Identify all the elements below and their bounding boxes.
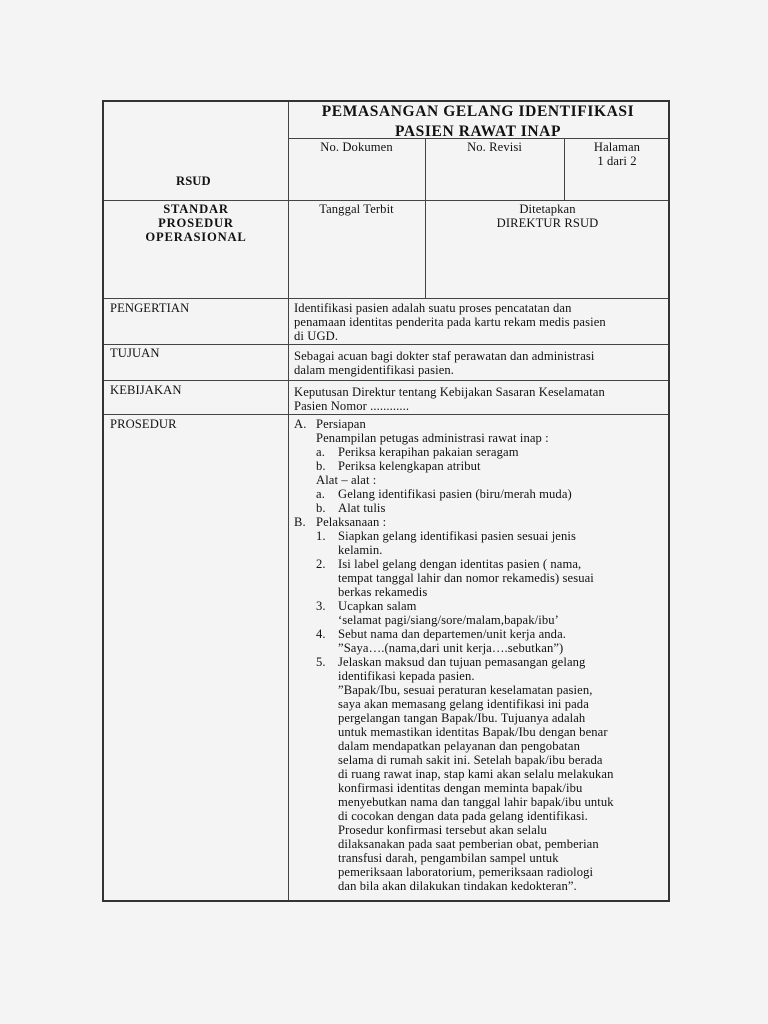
step-5-marker: 5. [316, 655, 326, 669]
step-4-line1: Sebut nama dan departemen/unit kerja anda. [338, 627, 567, 641]
row-divider-header [104, 200, 668, 201]
row-divider-spo [104, 298, 668, 299]
step-3-line2: ‘selamat pagi/siang/sore/malam,bapak/ibu’ [338, 613, 559, 627]
column-divider-ditetapkan [425, 200, 426, 298]
alat-item-a-marker: a. [316, 487, 325, 501]
kebijakan-label: KEBIJAKAN [110, 383, 182, 397]
step-2-line2: tempat tanggal lahir dan nomor rekamedis) sesuai [338, 571, 594, 585]
step-5-line3: ”Bapak/Ibu, sesuai peraturan keselamatan pasien, [338, 683, 593, 697]
step-2-marker: 2. [316, 557, 326, 571]
step-5-line10: konfirmasi identitas dengan meminta bapak/ibu [338, 781, 583, 795]
step-5-line16: pemeriksaan laboratorium, pemeriksaan radiologi [338, 865, 594, 879]
step-1-line1: Siapkan gelang identifikasi pasien sesuai jenis [338, 529, 576, 543]
step-2-line3: berkas rekamedis [338, 585, 428, 599]
pengertian-line3: di UGD. [294, 329, 339, 343]
no-dokumen-label: No. Dokumen [320, 140, 393, 154]
penampilan-text: Penampilan petugas administrasi rawat inap : [316, 431, 549, 445]
pelaksanaan-marker: B. [294, 515, 306, 529]
step-3-line1: Ucapkan salam [338, 599, 417, 613]
kebijakan-line2: Pasien Nomor ............ [294, 399, 410, 413]
persiapan-item-a-marker: a. [316, 445, 325, 459]
step-1-marker: 1. [316, 529, 326, 543]
step-4-line2: ”Saya….(nama,dari unit kerja….sebutkan”) [338, 641, 564, 655]
halaman-label: Halaman [593, 140, 641, 154]
persiapan-marker: A. [294, 417, 307, 431]
persiapan-title: Persiapan [316, 417, 366, 431]
row-divider-kebijakan [104, 414, 668, 415]
alat-item-a-text: Gelang identifikasi pasien (biru/merah muda) [338, 487, 572, 501]
step-5-line4: saya akan memasang gelang identifikasi ini pada [338, 697, 589, 711]
step-5-line11: menyebutkan nama dan tanggal lahir bapak/ibu untuk [338, 795, 614, 809]
row-divider-pengertian [104, 344, 668, 345]
step-3-marker: 3. [316, 599, 326, 613]
pelaksanaan-title: Pelaksanaan : [316, 515, 387, 529]
step-5-line13: Prosedur konfirmasi tersebut akan selalu [338, 823, 547, 837]
tujuan-line1: Sebagai acuan bagi dokter staf perawatan dan administrasi [294, 349, 595, 363]
tujuan-label: TUJUAN [110, 346, 160, 360]
spo-label-line3: OPERASIONAL [145, 230, 247, 244]
alat-item-b-text: Alat tulis [338, 501, 386, 515]
row-divider-tujuan [104, 380, 668, 381]
no-revisi-label: No. Revisi [467, 140, 522, 154]
column-divider-revisi [564, 138, 565, 200]
step-5-line6: untuk memastikan identitas Bapak/Ibu dengan benar [338, 725, 608, 739]
step-5-line15: transfusi darah, pengambilan sampel untuk [338, 851, 559, 865]
step-5-line9: di ruang rawat inap, stap kami akan selalu melakukan [338, 767, 614, 781]
tujuan-line2: dalam mengidentifikasi pasien. [294, 363, 455, 377]
persiapan-item-b-text: Periksa kelengkapan atribut [338, 459, 481, 473]
prosedur-label: PROSEDUR [110, 417, 177, 431]
pengertian-line1: Identifikasi pasien adalah suatu proses pencatatan dan [294, 301, 572, 315]
step-5-line1: Jelaskan maksud dan tujuan pemasangan gelang [338, 655, 586, 669]
document-title-line2: PASIEN RAWAT INAP [394, 123, 562, 140]
spo-table [102, 100, 670, 902]
step-5-line12: di cocokan dengan data pada gelang identifikasi. [338, 809, 588, 823]
step-5-line17: dan bila akan dilakukan tindakan kedokteran”. [338, 879, 577, 893]
pengertian-line2: penamaan identitas penderita pada kartu rekam medis pasien [294, 315, 606, 329]
column-divider-dokumen [425, 138, 426, 200]
step-5-line8: selama di rumah sakit ini. Setelah bapak/ibu berada [338, 753, 603, 767]
step-5-line5: pergelangan tangan Bapak/Ibu. Tujuanya adalah [338, 711, 586, 725]
tanggal-terbit-label: Tanggal Terbit [319, 202, 394, 216]
direktur-label: DIREKTUR RSUD [496, 216, 599, 230]
step-5-line7: dalam mendapatkan pelayanan dan pengobatan [338, 739, 580, 753]
ditetapkan-label: Ditetapkan [519, 202, 576, 216]
alat-text: Alat – alat : [316, 473, 377, 487]
step-4-marker: 4. [316, 627, 326, 641]
spo-label-line1: STANDAR [163, 202, 229, 216]
column-divider-main [288, 102, 289, 900]
step-5-line14: dilaksanakan pada saat pemberian obat, pemberian [338, 837, 599, 851]
halaman-value: 1 dari 2 [597, 154, 637, 168]
persiapan-item-a-text: Periksa kerapihan pakaian seragam [338, 445, 519, 459]
kebijakan-line1: Keputusan Direktur tentang Kebijakan Sasaran Keselamatan [294, 385, 605, 399]
document-title-line1: PEMASANGAN GELANG IDENTIFIKASI [321, 103, 635, 120]
persiapan-item-b-marker: b. [316, 459, 326, 473]
institution-name: RSUD [176, 174, 211, 188]
step-5-line2: identifikasi kepada pasien. [338, 669, 475, 683]
alat-item-b-marker: b. [316, 501, 326, 515]
step-1-line2: kelamin. [338, 543, 383, 557]
pengertian-label: PENGERTIAN [110, 301, 190, 315]
step-2-line1: Isi label gelang dengan identitas pasien ( nama, [338, 557, 582, 571]
spo-label-line2: PROSEDUR [158, 216, 234, 230]
